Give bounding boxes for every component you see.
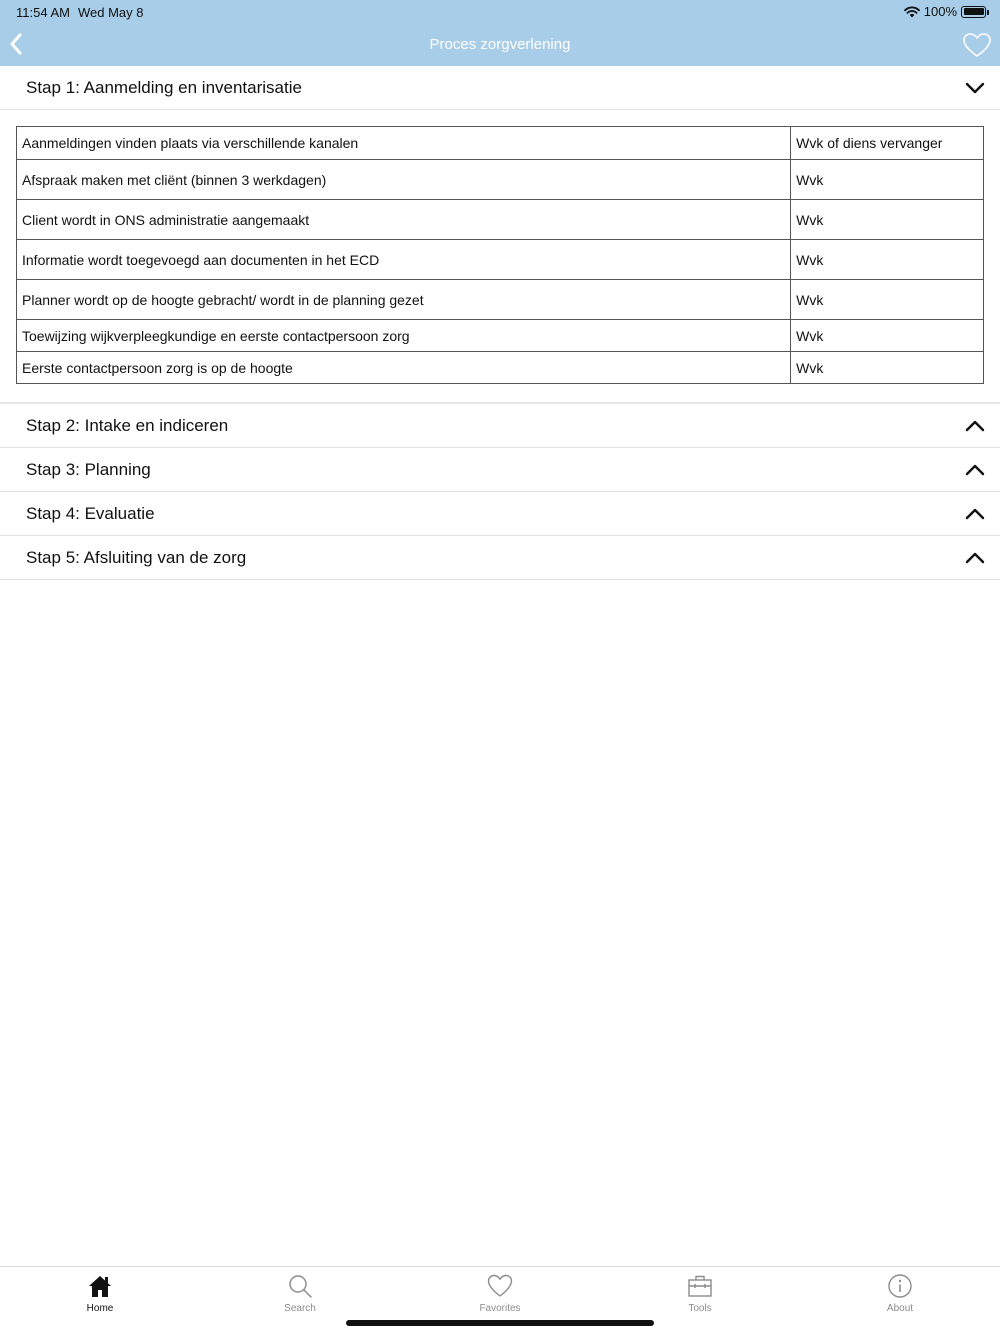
- steps-table: [16, 126, 984, 384]
- tab-favorites[interactable]: [400, 1267, 600, 1317]
- responsible-cell: Wvk: [791, 160, 984, 200]
- activity-cell: Eerste contactpersoon zorg is op de hoogte: [17, 352, 791, 384]
- status-indicators: [904, 4, 986, 19]
- battery-icon: [961, 6, 986, 18]
- process-accordion: [0, 66, 1000, 580]
- activity-cell: Afspraak maken met cliënt (binnen 3 werkdagen): [17, 160, 791, 200]
- activity-cell: Client wordt in ONS administratie aangemaakt: [17, 200, 791, 240]
- toolbox-icon: [687, 1273, 713, 1299]
- activity-cell: Toewijzing wijkverpleegkundige en eerste contactpersoon zorg: [17, 320, 791, 352]
- home-indicator[interactable]: [346, 1320, 654, 1326]
- status-date: Wed May 8: [78, 5, 144, 20]
- responsible-cell: Wvk: [791, 280, 984, 320]
- tab-search[interactable]: [200, 1267, 400, 1317]
- favorite-button[interactable]: [962, 32, 992, 58]
- tab-label: Favorites: [479, 1303, 521, 1314]
- table-row: [17, 200, 984, 240]
- tab-label: Home: [86, 1303, 114, 1314]
- chevron-down-icon: [964, 81, 986, 95]
- table-row: [17, 127, 984, 160]
- responsible-cell: Wvk: [791, 240, 984, 280]
- info-icon: [887, 1273, 913, 1299]
- chevron-up-icon: [964, 419, 986, 433]
- accordion-title: Stap 1: Aanmelding en inventarisatie: [26, 77, 302, 97]
- responsible-cell: Wvk of diens vervanger: [791, 127, 984, 160]
- search-icon: [287, 1273, 313, 1299]
- home-icon: [87, 1273, 113, 1299]
- responsible-cell: Wvk: [791, 320, 984, 352]
- heart-icon: [487, 1273, 513, 1299]
- tab-label: Search: [284, 1303, 316, 1314]
- chevron-up-icon: [964, 507, 986, 521]
- tab-home[interactable]: [0, 1267, 200, 1317]
- status-time: 11:54 AM: [16, 5, 70, 20]
- accordion-title: Stap 5: Afsluiting van de zorg: [26, 547, 247, 567]
- battery-percentage: 100%: [923, 4, 957, 19]
- page-title: Proces zorgverlening: [429, 36, 571, 53]
- accordion-title: Stap 2: Intake en indiceren: [26, 415, 229, 435]
- accordion-content-stap-1: [0, 110, 1000, 404]
- tab-about[interactable]: [800, 1267, 1000, 1317]
- accordion-title: Stap 4: Evaluatie: [26, 503, 155, 523]
- heart-icon: [962, 32, 992, 58]
- responsible-cell: Wvk: [791, 200, 984, 240]
- accordion-header-stap-3[interactable]: [0, 448, 1000, 492]
- table-row: [17, 280, 984, 320]
- chevron-up-icon: [964, 551, 986, 565]
- activity-cell: Aanmeldingen vinden plaats via verschillende kanalen: [17, 127, 791, 160]
- table-row: [17, 320, 984, 352]
- activity-cell: Informatie wordt toegevoegd aan documenten in het ECD: [17, 240, 791, 280]
- accordion-header-stap-1[interactable]: [0, 66, 1000, 110]
- accordion-header-stap-5[interactable]: [0, 536, 1000, 580]
- chevron-up-icon: [964, 463, 986, 477]
- table-row: [17, 352, 984, 384]
- accordion-title: Stap 3: Planning: [26, 459, 151, 479]
- responsible-cell: Wvk: [791, 352, 984, 384]
- tab-label: About: [886, 1303, 914, 1314]
- accordion-header-stap-4[interactable]: [0, 492, 1000, 536]
- table-row: [17, 240, 984, 280]
- activity-cell: Planner wordt op de hoogte gebracht/ wordt in de planning gezet: [17, 280, 791, 320]
- tab-label: Tools: [688, 1303, 712, 1314]
- navigation-bar: [0, 0, 1000, 66]
- wifi-icon: [904, 6, 920, 18]
- accordion-header-stap-2[interactable]: [0, 404, 1000, 448]
- tab-tools[interactable]: [600, 1267, 800, 1317]
- table-row: [17, 160, 984, 200]
